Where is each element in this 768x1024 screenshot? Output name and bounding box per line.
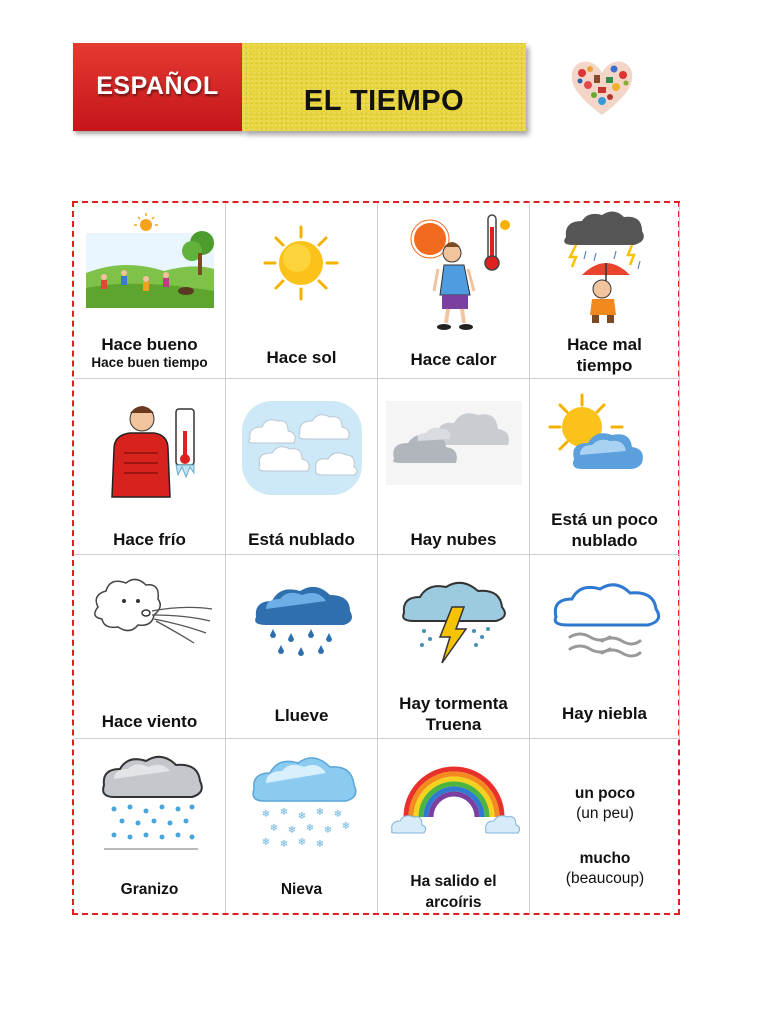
svg-text:❄: ❄: [269, 823, 279, 834]
translation-un-peu: (un peu): [576, 805, 634, 822]
card-label: Hace bueno: [101, 335, 198, 354]
card-label: Llueve: [274, 706, 329, 725]
card-hace-mal-tiempo: [530, 203, 680, 379]
card-hay-niebla: [530, 555, 680, 739]
card-label: Nieva: [280, 881, 323, 898]
sun-behind-cloud-icon: [530, 379, 680, 499]
card-esta-un-poco-nublado: [530, 379, 680, 555]
clouds-icon: [378, 379, 530, 499]
svg-text:❄: ❄: [261, 809, 271, 820]
svg-text:❄: ❄: [341, 821, 351, 832]
card-granizo: [74, 739, 226, 913]
card-hace-bueno: [74, 203, 226, 379]
svg-text:❄: ❄: [333, 809, 343, 820]
card-label: Está un poco: [551, 510, 658, 529]
snow-cloud-icon: [226, 739, 378, 859]
rain-cloud-icon: [226, 555, 378, 675]
card-label-line2: nublado: [571, 531, 638, 550]
svg-text:❄: ❄: [297, 837, 307, 848]
rainbow-icon: [378, 739, 530, 859]
card-label: Hace mal: [567, 335, 642, 354]
card-esta-nublado: [226, 379, 378, 555]
card-un-poco-mucho: [530, 739, 680, 913]
weather-vocabulary-grid: [72, 201, 680, 915]
card-label: Hace viento: [101, 712, 198, 731]
page-title: EL TIEMPO: [303, 84, 465, 117]
svg-text:❄: ❄: [315, 807, 325, 818]
card-llueve: [226, 555, 378, 739]
card-label: Hay niebla: [561, 704, 648, 723]
svg-text:❄: ❄: [315, 839, 325, 850]
card-label-line2: tiempo: [576, 356, 633, 375]
cold-person-icon: [74, 379, 226, 509]
card-label: Granizo: [120, 881, 179, 898]
svg-text:❄: ❄: [279, 839, 289, 850]
svg-text:❄: ❄: [297, 811, 307, 822]
card-label-line2: Truena: [425, 715, 482, 734]
card-label: Hay nubes: [410, 530, 497, 549]
quantity-label-un-poco: un poco: [574, 785, 636, 802]
language-label: ESPAÑOL: [96, 71, 219, 100]
card-label: Está nublado: [248, 530, 355, 549]
title-banner: [242, 43, 526, 131]
storm-umbrella-icon: [530, 203, 680, 328]
translation-beaucoup: (beaucoup): [565, 870, 645, 887]
card-label: Hace sol: [266, 348, 337, 367]
wind-icon: [74, 555, 226, 675]
svg-text:❄: ❄: [287, 825, 297, 836]
svg-text:❄: ❄: [323, 825, 333, 836]
hail-icon: [74, 739, 226, 859]
card-hace-sol: [226, 203, 378, 379]
card-hace-frio: [74, 379, 226, 555]
fog-icon: [530, 555, 680, 675]
card-label: Ha salido el: [410, 873, 497, 890]
sunny-landscape-icon: [74, 203, 226, 313]
thunderstorm-icon: [378, 555, 530, 675]
svg-text:❄: ❄: [305, 823, 315, 834]
svg-text:❄: ❄: [279, 807, 289, 818]
card-hay-nubes: [378, 379, 530, 555]
card-label: Hace frío: [113, 530, 186, 549]
card-arcoiris: [378, 739, 530, 913]
language-banner: [73, 43, 242, 131]
card-sublabel: Hace buen tiempo: [91, 355, 208, 370]
card-hace-viento: [74, 555, 226, 739]
card-hace-calor: [378, 203, 530, 379]
card-label: Hace calor: [410, 350, 497, 369]
card-nieva: [226, 739, 378, 913]
card-label-line2: arcoíris: [425, 894, 482, 911]
sun-icon: [226, 203, 378, 323]
card-hay-tormenta: [378, 555, 530, 739]
svg-text:❄: ❄: [261, 837, 271, 848]
hot-person-icon: [378, 203, 530, 333]
card-label: Hay tormenta: [399, 694, 508, 713]
quantity-label-mucho: mucho: [579, 850, 631, 867]
cloudy-sky-icon: [226, 379, 378, 499]
heart-collage-icon: [568, 57, 636, 117]
